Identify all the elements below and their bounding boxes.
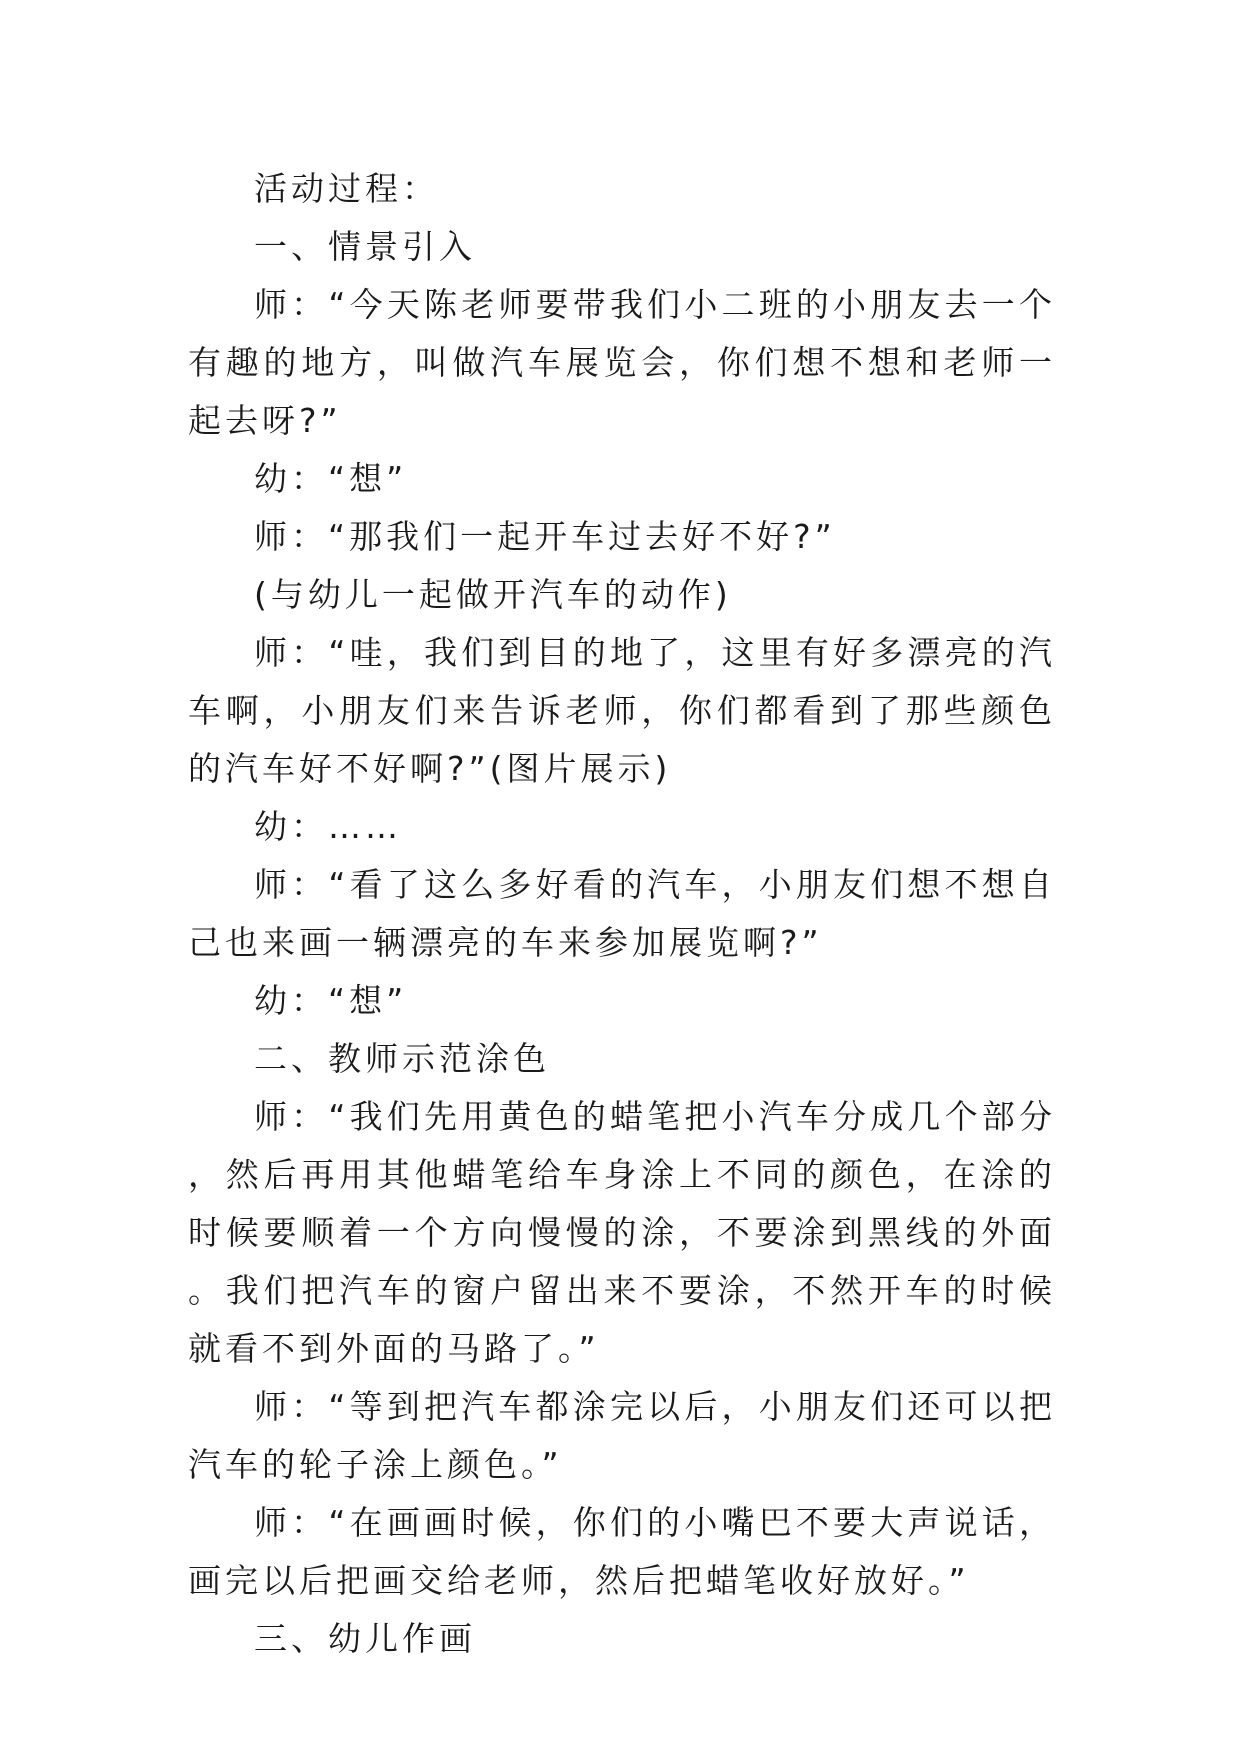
paragraph-teacher-line: 师：“在画画时候，你们的小嘴巴不要大声说话，画完以后把画交给老师，然后把蜡笔收好放好。” [188, 1503, 1056, 1600]
document-body [188, 160, 1056, 1668]
paragraph-teacher-line: 师：“哇，我们到目的地了，这里有好多漂亮的汽车啊，小朋友们来告诉老师，你们都看到了那些颜色的汽车好不好啊?”(图片展示) [188, 633, 1056, 788]
paragraph-child-line: 幼：“想” [254, 459, 408, 498]
paragraph-section-1-heading: 一、情景引入 [254, 227, 476, 266]
paragraph-teacher-line: 师：“等到把汽车都涂完以后，小朋友们还可以把汽车的轮子涂上颜色。” [188, 1387, 1056, 1484]
paragraph-child-line: 幼：“想” [254, 981, 408, 1020]
paragraph-teacher-line: 师：“今天陈老师要带我们小二班的小朋友去一个有趣的地方，叫做汽车展览会，你们想不想和老师一起去呀?” [188, 285, 1056, 440]
paragraph-heading-activity-process: 活动过程： [254, 169, 439, 208]
paragraph-teacher-line: 师：“看了这么多好看的汽车，小朋友们想不想自己也来画一辆漂亮的车来参加展览啊?” [188, 865, 1056, 962]
paragraph-section-2-heading: 二、教师示范涂色 [254, 1039, 550, 1078]
paragraph-stage-direction: (与幼儿一起做开汽车的动作) [254, 575, 732, 614]
paragraph-child-line: 幼：…… [254, 807, 402, 846]
paragraph-teacher-line: 师：“那我们一起开车过去好不好?” [254, 517, 836, 556]
paragraph-teacher-line: 师：“我们先用黄色的蜡笔把小汽车分成几个部分，然后再用其他蜡笔给车身涂上不同的颜色，在涂的时候要顺着一个方向慢慢的涂，不要涂到黑线的外面。我们把汽车的窗户留出来不要涂，不然开车的时候就看不到外面的马路了。” [188, 1097, 1056, 1368]
paragraph-section-3-heading: 三、幼儿作画 [254, 1619, 476, 1658]
